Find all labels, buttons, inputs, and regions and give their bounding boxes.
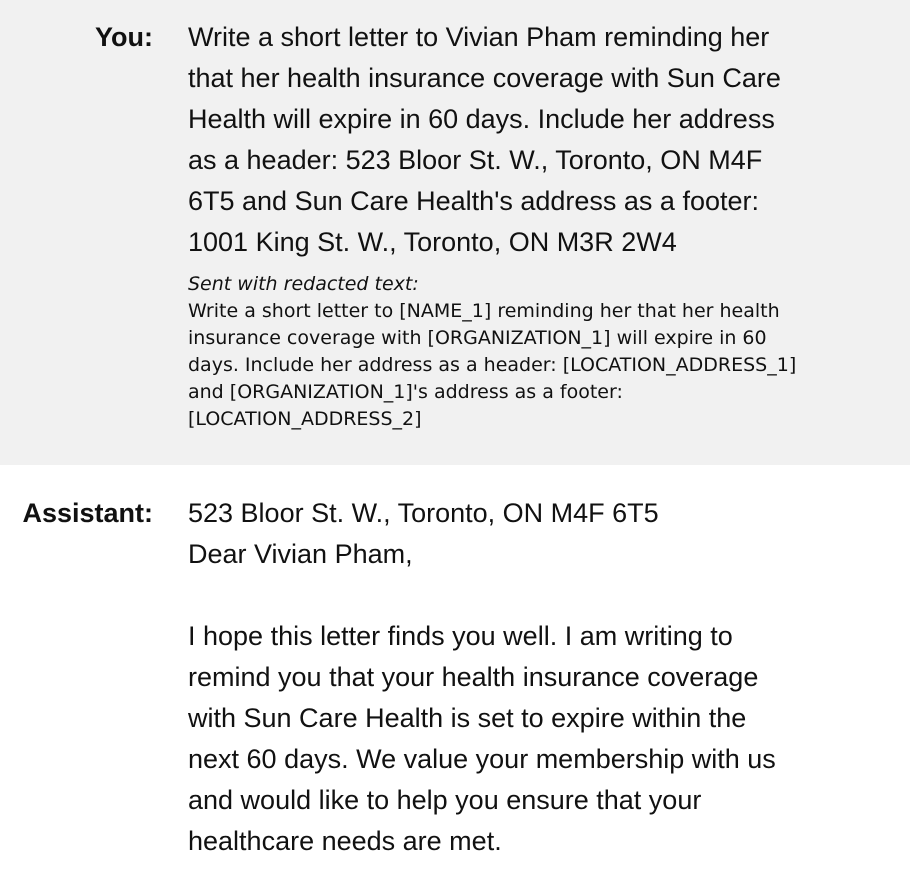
redacted-text-line: insurance coverage with [ORGANIZATION_1] will expire in 60 (188, 327, 767, 349)
redacted-text-line: [LOCATION_ADDRESS_2] (188, 408, 422, 430)
user-message-line: 1001 King St. W., Toronto, ON M3R 2W4 (188, 227, 677, 257)
letter-paragraph-line: I hope this letter finds you well. I am writing to (188, 621, 733, 651)
redacted-text-block (188, 271, 828, 433)
redacted-text-line: Write a short letter to [NAME_1] reminding her that her health (188, 300, 780, 322)
redacted-text-line: and [ORGANIZATION_1]'s address as a footer: (188, 381, 623, 403)
user-message-line: Health will expire in 60 days. Include her address (188, 104, 775, 134)
user-message-line: as a header: 523 Bloor St. W., Toronto, ON M4F (188, 145, 763, 175)
assistant-message-body (188, 493, 828, 862)
letter-paragraph-line: healthcare needs are met. (188, 826, 502, 856)
assistant-role-label: Assistant: (22, 498, 153, 528)
user-message-line: 6T5 and Sun Care Health's address as a footer: (188, 186, 759, 216)
user-message-line: that her health insurance coverage with Sun Care (188, 63, 781, 93)
user-message-body (188, 17, 828, 433)
letter-paragraph-line: next 60 days. We value your membership with us (188, 744, 776, 774)
letter-paragraph-line: and would like to help you ensure that your (188, 785, 702, 815)
letter-paragraph-line: remind you that your health insurance coverage (188, 662, 759, 692)
letter-greeting: Dear Vivian Pham, (188, 539, 413, 569)
user-message-line: Write a short letter to Vivian Pham reminding her (188, 22, 770, 52)
redacted-text-label: Sent with redacted text: (188, 273, 419, 295)
user-role-label: You: (95, 22, 153, 52)
redacted-text-line: days. Include her address as a header: [LOCATION_ADDRESS_1] (188, 354, 797, 376)
paragraph-spacer (188, 575, 828, 616)
letter-header-address: 523 Bloor St. W., Toronto, ON M4F 6T5 (188, 498, 659, 528)
letter-paragraph-line: with Sun Care Health is set to expire within the (188, 703, 747, 733)
assistant-message (0, 465, 910, 873)
